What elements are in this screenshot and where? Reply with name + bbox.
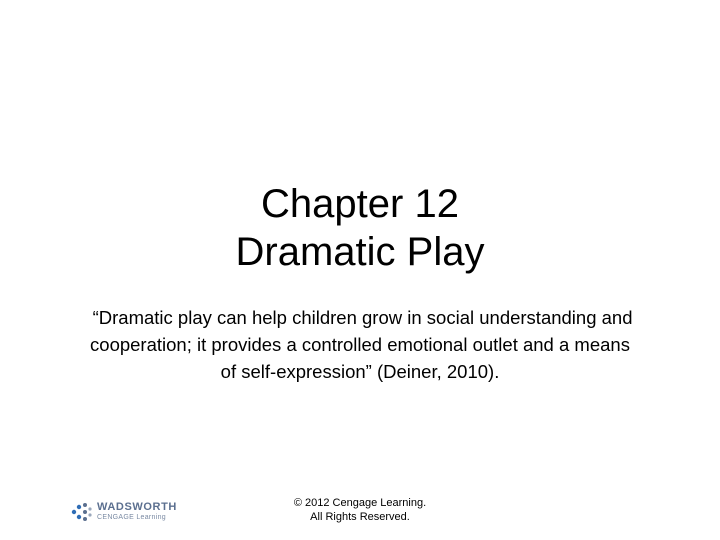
quote-block <box>40 304 680 385</box>
wadsworth-cengage-logo <box>70 499 180 525</box>
slide-title <box>0 180 720 276</box>
copyright-line: © 2012 Cengage Learning. <box>293 497 427 509</box>
quote-line: cooperation; it provides a controlled emotional outlet and a means <box>90 334 630 355</box>
quote-line: “Dramatic play can help children grow in social understanding and <box>87 307 633 328</box>
logo-wordmark: WADSWORTH <box>97 501 177 513</box>
quote-line: of self-expression” (Deiner, 2010). <box>220 361 500 382</box>
title-line-chapter: Chapter 12 <box>261 182 459 226</box>
copyright-notice <box>260 496 460 524</box>
logo-subtitle: CENGAGE Learning <box>97 514 166 521</box>
title-line-topic: Dramatic Play <box>235 230 485 274</box>
rights-line: All Rights Reserved. <box>310 511 410 523</box>
logo-mark-icon <box>70 500 94 524</box>
